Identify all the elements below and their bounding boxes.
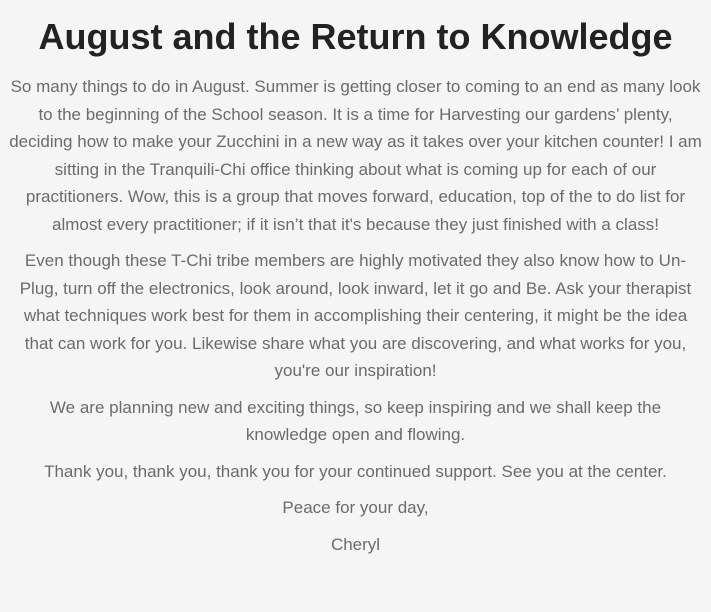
closing-line: Peace for your day, <box>282 498 429 517</box>
paragraph-intro: So many things to do in August. Summer is getting closer to coming to an end as many look to the beginning of the School season. It is a time for Harvesting our gardens’ plenty, deciding how to make your Zucchini in a new way as it takes over your kitchen counter! I am sitting in the Tranquili-Chi office thinking about what is coming up for each of our practitioners. Wow, this is a group that moves forward, education, top of the to do list for almost every practitioner; if it isn’t that it's because they just finished with a class! <box>9 77 702 234</box>
paragraph-unplug: Even though these T-Chi tribe members are highly motivated they also know how to Un-Plug, turn off the electronics, look around, look inward, let it go and Be. Ask your therapist what techniques work best for them in accomplishing their centering, it might be the idea that can work for you. Likewise share what you are discovering, and what works for you, you're our inspiration! <box>19 251 692 380</box>
signature: Cheryl <box>330 534 381 554</box>
article-title: August and the Return to Knowledge <box>38 16 673 57</box>
paragraph-thanks: Thank you, thank you, thank you for your continued support. See you at the center. <box>44 461 667 481</box>
paragraph-planning: We are planning new and exciting things, so keep inspiring and we shall keep the knowledge open and flowing. <box>49 397 662 444</box>
